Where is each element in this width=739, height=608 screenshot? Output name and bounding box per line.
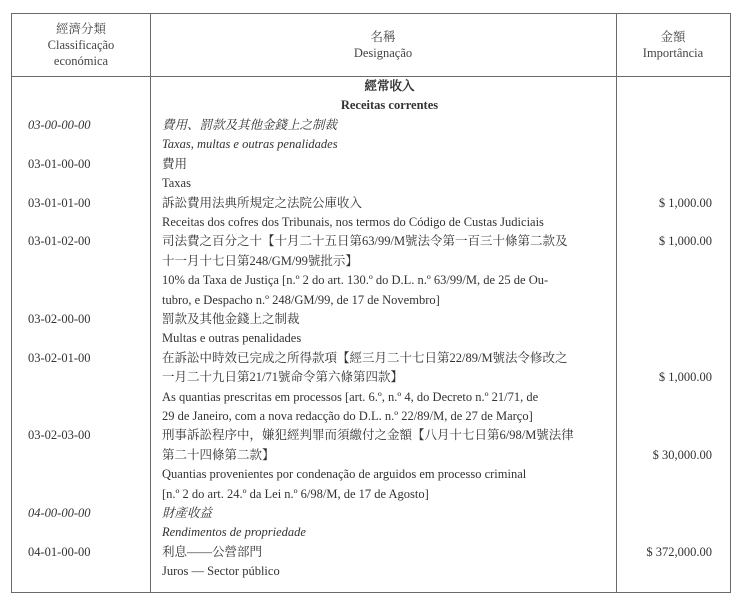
table-row (12, 425, 730, 445)
row-code: 04-00-00-00 (28, 506, 91, 520)
row-description: Quantias provenientes por condenação de arguidos em processo criminal (162, 467, 527, 482)
section-title-row (12, 76, 730, 96)
row-code: 03-00-00-00 (28, 118, 91, 132)
row-description: 財產收益 (162, 506, 213, 520)
table-row (12, 464, 730, 484)
row-amount: $ 372,000.00 (646, 544, 712, 559)
header-amount-zh: 金額 (660, 30, 686, 44)
table-row (12, 522, 730, 542)
table-row (12, 290, 730, 310)
table-row (12, 406, 730, 426)
table-row (12, 309, 730, 329)
header-classification-pt: Classificação (47, 38, 115, 52)
section-title-pt: Receitas correntes (340, 98, 439, 112)
table-row (12, 387, 730, 407)
row-description: Taxas (162, 176, 191, 191)
table-row (12, 445, 730, 465)
row-description: Multas e outras penalidades (162, 331, 302, 346)
table-row (12, 231, 730, 251)
row-description: 十一月十七日第248/GM/99號批示】 (162, 253, 358, 268)
header-classification (12, 14, 150, 76)
header-classification-zh: 經濟分類 (55, 22, 106, 36)
table-row (12, 348, 730, 368)
table-row (12, 251, 730, 271)
row-description: 在訴訟中時效已完成之所得款項【經三月二十七日第22/89/M號法令修改之 (162, 350, 568, 365)
row-amount: $ 1,000.00 (658, 370, 712, 385)
table-row (12, 134, 730, 154)
row-code: 03-02-03-00 (28, 428, 91, 443)
row-description: Juros — Sector público (162, 564, 280, 579)
table-row (12, 193, 730, 213)
row-description: 利息——公營部門 (162, 544, 263, 559)
row-description: 費用 (162, 156, 188, 171)
table-row (12, 115, 730, 135)
header-designation-pt: Designação (353, 46, 413, 60)
row-code: 03-01-01-00 (28, 195, 91, 210)
row-description: tubro, e Despacho n.º 248/GM/99, de 17 de Novembro] (162, 292, 440, 307)
row-description: As quantias prescritas em processos [art. 6.º, n.º 4, do Decreto n.º 21/71, de (162, 389, 539, 404)
table-row (12, 561, 730, 581)
row-code: 04-01-00-00 (28, 544, 91, 559)
row-amount: $ 30,000.00 (652, 447, 712, 462)
row-description: Receitas dos cofres dos Tribunais, nos termos do Código de Custas Judiciais (162, 215, 544, 229)
table-row (12, 154, 730, 174)
row-code: 03-01-00-00 (28, 156, 91, 171)
row-amount: $ 1,000.00 (658, 195, 712, 210)
header-designation (150, 14, 616, 76)
table-row (12, 484, 730, 504)
row-description: 第二十四條第二款】 (162, 447, 275, 462)
table-row (12, 542, 730, 562)
row-description: 一月二十九日第21/71號命令第六條第四款】 (162, 370, 403, 385)
header-amount (616, 14, 730, 76)
table-row (12, 270, 730, 290)
section-subtitle-row (12, 95, 730, 115)
section-title-zh: 經常收入 (364, 79, 415, 93)
row-code: 03-02-00-00 (28, 312, 91, 326)
row-code: 03-01-02-00 (28, 234, 91, 249)
header-classification-pt2: económica (53, 54, 109, 68)
row-code: 03-02-01-00 (28, 350, 91, 365)
header-designation-zh: 名稱 (370, 30, 396, 44)
row-description: 10% da Taxa de Justiça [n.º 2 do art. 130.º do D.L. n.º 63/99/M, de 25 de Ou- (162, 273, 549, 288)
header-amount-pt: Importância (642, 46, 704, 60)
table-row (12, 212, 730, 232)
row-description: 司法費之百分之十【十月二十五日第63/99/M號法令第一百三十條第二款及 (162, 234, 568, 249)
table-row (12, 173, 730, 193)
budget-table (11, 13, 731, 593)
row-description: 29 de Janeiro, com a nova redacção do D.L. n.º 22/89/M, de 27 de Março] (162, 409, 533, 423)
table-row (12, 367, 730, 387)
row-description: 費用、罰款及其他金錢上之制裁 (162, 118, 338, 132)
row-description: 罰款及其他金錢上之制裁 (162, 312, 300, 326)
row-amount: $ 1,000.00 (658, 234, 712, 249)
table-row (12, 503, 730, 523)
table-row (12, 328, 730, 348)
row-description: [n.º 2 do art. 24.º da Lei n.º 6/98/M, de 17 de Agosto] (162, 486, 429, 501)
row-description: 訴訟費用法典所規定之法院公庫收入 (162, 195, 363, 210)
row-description: 刑事訴訟程序中，嫌犯經判罪而須繳付之金額【八月十七日第6/98/M號法律 (162, 428, 574, 443)
row-description: Rendimentos de propriedade (162, 525, 306, 540)
row-description: Taxas, multas e outras penalidades (162, 137, 338, 152)
